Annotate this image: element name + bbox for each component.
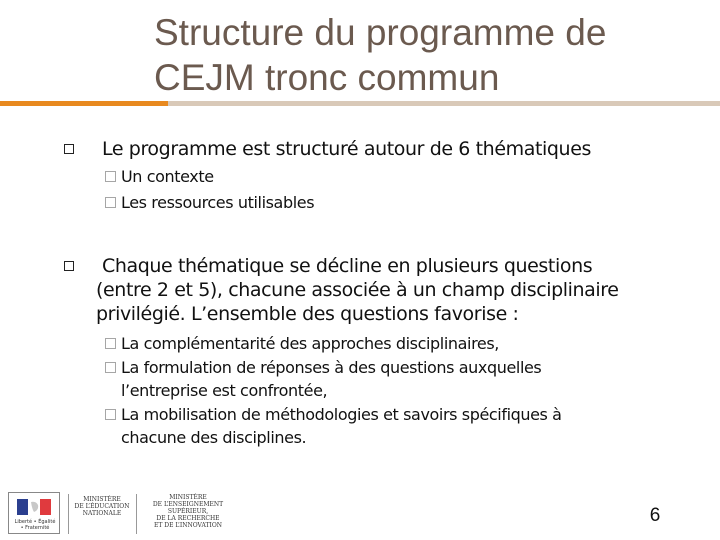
sub-bullet-icon: [105, 338, 116, 349]
sub-bullet-icon: [105, 362, 116, 373]
bullet-square-icon: [64, 261, 74, 271]
sub-item-2-1: La complémentarité des approches disciplinaires,: [121, 334, 499, 353]
sub-item-2-2-line-1: La formulation de réponses à des questions auxquelles: [121, 358, 542, 377]
sub-item-2-2-line-2: l’entreprise est confrontée,: [121, 381, 328, 400]
sub-bullet-icon: [105, 409, 116, 420]
sub-item-2-3-line-2: chacune des disciplines.: [121, 428, 307, 447]
ministere-enseignement-logo: MINISTÈRE DE L’ENSEIGNEMENT SUPÉRIEUR, DE LA RECHERCHE ET DE L’INNOVATION: [152, 494, 224, 529]
bullet-2-line-3: privilégié. L’ensemble des questions favorise :: [96, 303, 519, 325]
sub-bullet-icon: [105, 197, 116, 208]
title-line-2: CEJM tronc commun: [154, 57, 500, 98]
bullet-square-icon: [64, 144, 74, 154]
logo-motto: Liberté • Égalité • Fraternité: [14, 519, 56, 531]
sub-item-1-1: Un contexte: [121, 167, 214, 186]
sub-item-1-2: Les ressources utilisables: [121, 193, 315, 212]
ministere-education-logo: MINISTÈRE DE L’ÉDUCATION NATIONALE: [74, 496, 130, 517]
slide-title: [154, 10, 694, 100]
sub-bullet-icon: [105, 171, 116, 182]
logo-divider: [68, 494, 69, 534]
sub-item-2-3-line-1: La mobilisation de méthodologies et savoirs spécifiques à: [121, 405, 562, 424]
republique-francaise-logo: [8, 492, 60, 534]
title-line-1: Structure du programme de: [154, 12, 607, 53]
bullet-2-line-1: Chaque thématique se décline en plusieurs questions: [102, 255, 593, 277]
page-number: 6: [649, 505, 661, 526]
bullet-1-text: Le programme est structuré autour de 6 thématiques: [102, 138, 591, 160]
logo-divider: [136, 494, 137, 534]
bullet-2-line-2: (entre 2 et 5), chacune associée à un champ disciplinaire: [96, 279, 619, 301]
title-rule-accent: [0, 101, 168, 106]
flag-icon: [17, 499, 51, 515]
